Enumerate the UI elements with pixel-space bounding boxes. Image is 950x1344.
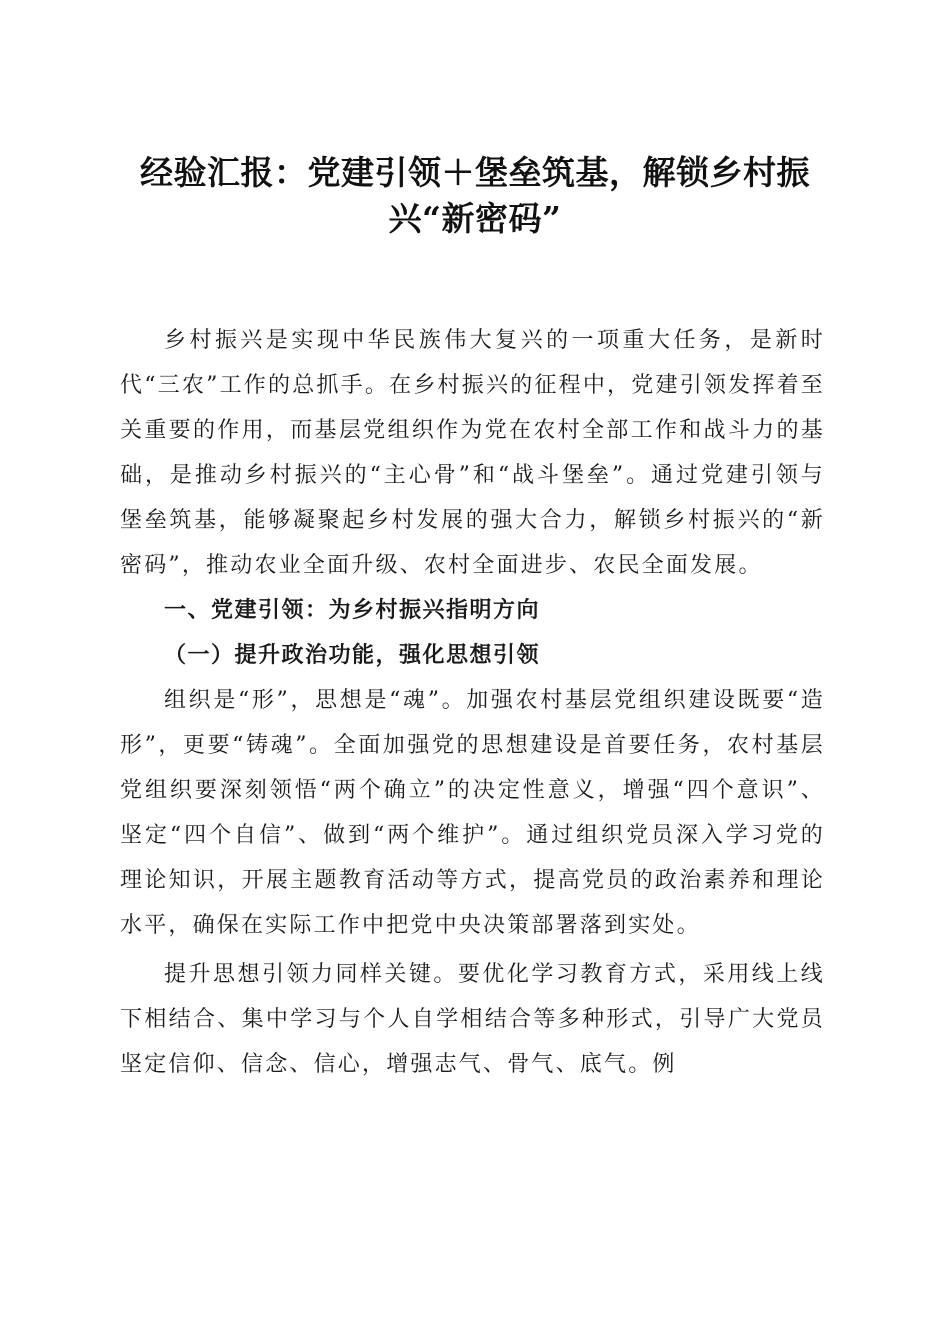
- document-title: 经验汇报：党建引领＋堡垒筑基，解锁乡村振兴“新密码”: [140, 153, 810, 238]
- body-paragraph: 提升思想引领力同样关键。要优化学习教育方式，采用线上线下相结合、集中学习与个人自学相结合等多种形式，引导广大党员坚定信仰、信念、信心，增强志气、骨气、底气。例: [120, 962, 825, 1077]
- section-heading: 一、党建引领：为乡村振兴指明方向: [164, 598, 541, 623]
- subsection-heading: （一）提升政治功能，强化思想引领: [164, 642, 541, 668]
- body-paragraph: 组织是“形”，思想是“魂”。加强农村基层党组织建设既要“造形”，更要“铸魂”。全面加强党的思想建设是首要任务，农村基层党组织要深刻领悟“两个确立”的决定性意义，增强“四个意识”、坚定“四个自信”、做到“两个维护”。通过组织党员深入学习党的理论知识，开展主题教育活动等方式，提高党员的政治素养和理论水平，确保在实际工作中把党中央决策部署落到实处。: [120, 688, 825, 938]
- intro-paragraph: 乡村振兴是实现中华民族伟大复兴的一项重大任务，是新时代“三农”工作的总抓手。在乡村振兴的征程中，党建引领发挥着至关重要的作用，而基层党组织作为党在农村全部工作和战斗力的基础，是推动乡村振兴的“主心骨”和“战斗堡垒”。通过党建引领与堡垒筑基，能够凝聚起乡村发展的强大合力，解锁乡村振兴的“新密码”，推动农业全面升级、农村全面进步、农民全面发展。: [120, 328, 825, 578]
- document-body: [120, 318, 825, 1087]
